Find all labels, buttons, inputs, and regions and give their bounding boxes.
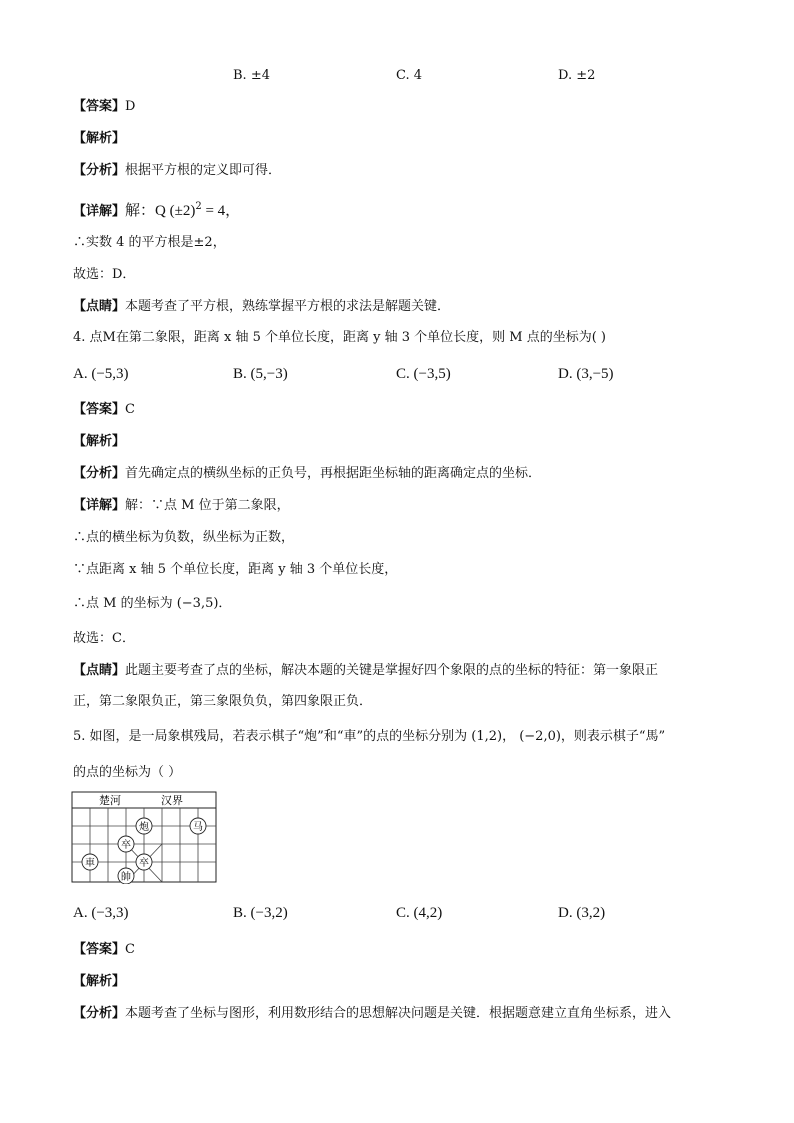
q3-option-b: B. ±4 xyxy=(233,68,270,83)
q4-option-d: D. (3,−5) xyxy=(558,366,614,382)
q4-stem: 4. 点M在第二象限，距离 x 轴 5 个单位长度，距离 y 轴 3 个单位长度，则 M 点的坐标为( ) xyxy=(73,330,606,345)
q4-detail-line3: ∵点距离 x 轴 5 个单位长度，距离 y 轴 3 个单位长度， xyxy=(73,562,398,577)
q5-option-c: C. (4,2) xyxy=(396,905,443,921)
q4-detail: 【详解】解：∵点 M 位于第二象限， xyxy=(73,498,290,513)
q5-option-a: A. (−3,3) xyxy=(73,905,129,921)
piece-ma xyxy=(190,818,206,834)
q4-option-c: C. (−3,5) xyxy=(396,366,451,382)
river-right-label: 汉界 xyxy=(161,794,183,807)
q3-jiexi-heading: 【解析】 xyxy=(73,131,126,146)
piece-zu-lower xyxy=(136,854,152,870)
q4-option-a: A. (−5,3) xyxy=(73,366,129,382)
q3-comment: 【点睛】本题考查了平方根，熟练掌握平方根的求法是解题关键． xyxy=(73,299,451,314)
piece-ju xyxy=(82,854,98,870)
q3-answer: 【答案】D xyxy=(73,99,136,114)
q4-jiexi-heading: 【解析】 xyxy=(73,434,126,449)
q5-analysis: 【分析】本题考查了坐标与图形，利用数形结合的思想解决问题是关键．根据题意建立直角坐标系，进入 xyxy=(73,1006,672,1021)
svg-text:马: 马 xyxy=(193,822,203,833)
q5-jiexi-heading: 【解析】 xyxy=(73,974,126,989)
q4-comment: 【点睛】此题主要考查了点的坐标，解决本题的关键是掌握好四个象限的点的坐标的特征：第一象限正 xyxy=(73,663,659,678)
q3-detail-line3: 故选：D． xyxy=(73,267,136,282)
q4-answer: 【答案】C xyxy=(73,402,135,417)
q3-detail: 【详解】解：Q $(\pm 2)^2 = 4$， xyxy=(73,201,241,219)
q5-option-d: D. (3,2) xyxy=(558,905,606,921)
svg-text:車: 車 xyxy=(85,858,95,869)
q4-analysis: 【分析】首先确定点的横纵坐标的正负号，再根据距坐标轴的距离确定点的坐标． xyxy=(73,466,542,481)
piece-shuai xyxy=(118,868,134,884)
svg-text:炮: 炮 xyxy=(139,822,149,833)
chess-board-figure xyxy=(71,791,219,884)
q5-option-b: B. (−3,2) xyxy=(233,905,288,921)
piece-pao xyxy=(136,818,152,834)
q3-detail-line2: ∴实数 4 的平方根是±2， xyxy=(73,235,226,250)
q4-option-b: B. (5,−3) xyxy=(233,366,288,382)
q4-detail-line4: ∴点 M 的坐标为 (−3,5)． xyxy=(73,596,232,611)
q3-option-d: D. ±2 xyxy=(558,68,596,83)
q4-detail-line5: 故选：C． xyxy=(73,631,135,646)
q5-stem: 5. 如图，是一局象棋残局，若表示棋子“炮”和“車”的点的坐标分别为 (1,2)， (−2,0)，则表示棋子“馬” xyxy=(73,729,666,744)
q3-analysis: 【分析】根据平方根的定义即可得． xyxy=(73,163,282,178)
q4-detail-line2: ∴点的横坐标为负数，纵坐标为正数， xyxy=(73,530,295,545)
q3-option-c: C. 4 xyxy=(396,68,423,83)
q5-answer: 【答案】C xyxy=(73,942,135,957)
q5-stem-line2: 的点的坐标为（ ） xyxy=(73,765,182,780)
svg-text:卒: 卒 xyxy=(139,858,149,869)
river-left-label: 楚河 xyxy=(99,794,121,807)
piece-zu-upper xyxy=(118,836,134,852)
svg-text:卒: 卒 xyxy=(121,840,131,851)
q4-comment-line2: 正，第二象限负正，第三象限负负，第四象限正负． xyxy=(73,694,373,709)
svg-text:帥: 帥 xyxy=(121,872,131,883)
